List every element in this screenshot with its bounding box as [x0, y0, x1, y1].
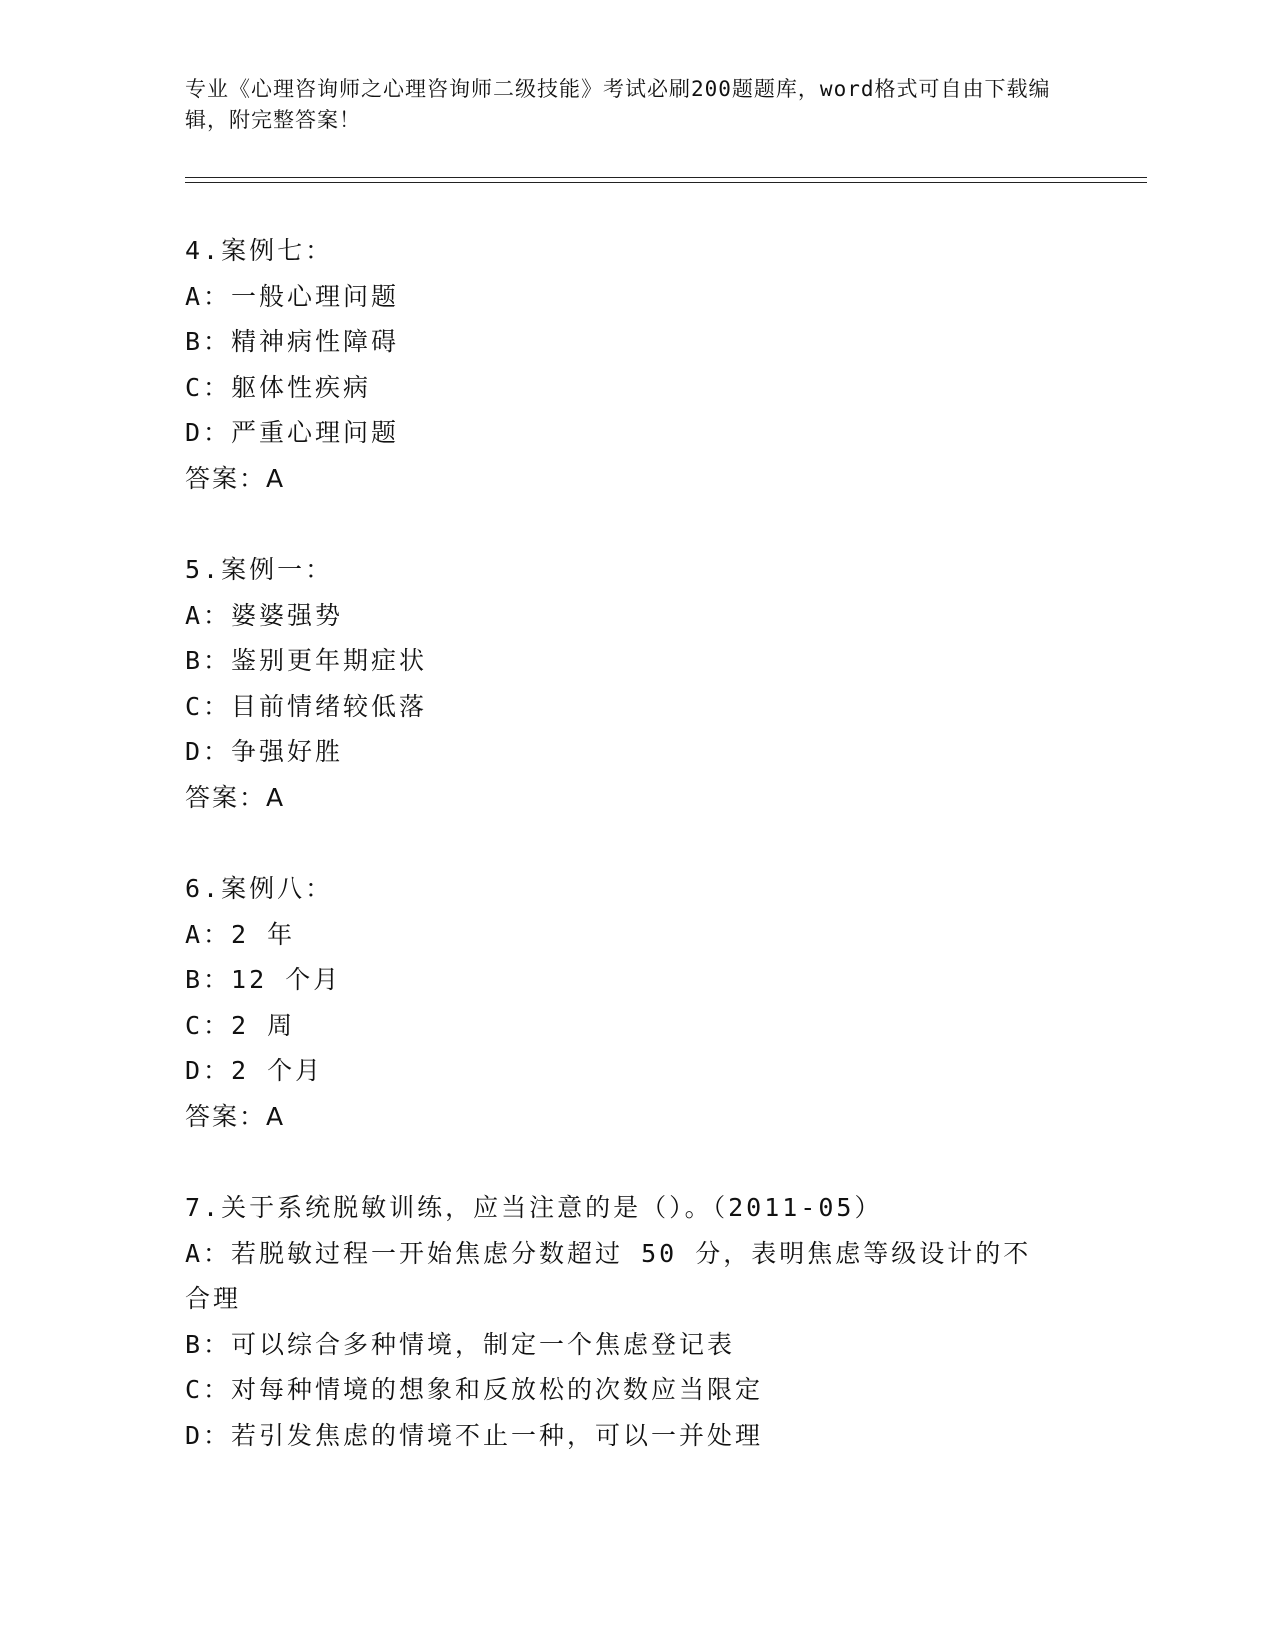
question-6: [185, 866, 1085, 1139]
option-a: A：婆婆强势: [185, 600, 344, 630]
option-d: D：2 个月: [185, 1056, 324, 1085]
question-5: [185, 547, 1085, 820]
option-c: C：2 周: [185, 1010, 296, 1040]
header-divider-bottom: [185, 182, 1147, 183]
option-d: D：争强好胜: [185, 737, 344, 766]
answer: 答案：A: [185, 1101, 286, 1131]
question-stem: 7.关于系统脱敏训练，应当注意的是（）。（2011-05）: [185, 1193, 883, 1222]
option-a: A：若脱敏过程一开始焦虑分数超过 50 分，表明焦虑等级设计的不合理: [185, 1238, 1032, 1313]
option-a: A：2 年: [185, 919, 296, 949]
option-a: A：一般心理问题: [185, 281, 400, 311]
question-7: [185, 1185, 1085, 1458]
option-b: B：鉴别更年期症状: [185, 646, 428, 675]
option-b: B：可以综合多种情境，制定一个焦虑登记表: [185, 1329, 736, 1359]
question-4: [185, 228, 1085, 501]
answer: 答案：A: [185, 782, 286, 812]
option-d: D：严重心理问题: [185, 418, 400, 447]
header-divider-top: [185, 177, 1147, 178]
question-stem: 5.案例一：: [185, 555, 334, 584]
option-d: D：若引发焦虑的情境不止一种，可以一并处理: [185, 1420, 764, 1450]
option-c: C：目前情绪较低落: [185, 691, 428, 721]
answer: 答案：A: [185, 463, 286, 493]
option-c: C：对每种情境的想象和反放松的次数应当限定: [185, 1375, 764, 1404]
option-b: B：精神病性障碍: [185, 327, 400, 356]
question-stem: 6.案例八：: [185, 874, 334, 903]
document-header: 专业《心理咨询师之心理咨询师二级技能》考试必刷200题题库，word格式可自由下载编辑，附完整答案！: [185, 77, 1051, 132]
question-stem: 4.案例七：: [185, 236, 334, 265]
option-b: B：12 个月: [185, 965, 342, 994]
option-c: C：躯体性疾病: [185, 372, 372, 402]
